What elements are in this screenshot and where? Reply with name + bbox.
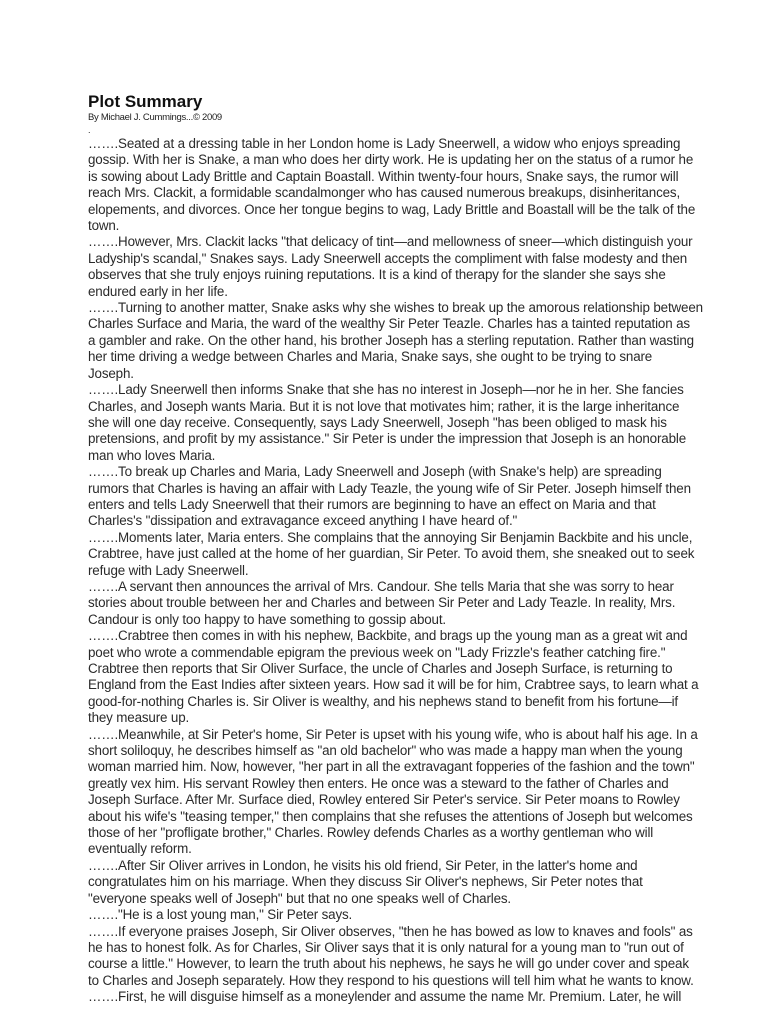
text-line: Joseph Surface. After Mr. Surface died, Rowley entered Sir Peter's service. Sir Peter moans to Rowley <box>88 792 680 808</box>
text-line: poet who wrote a commendable epigram the previous week on "Lady Frizzle's feather catching fire." <box>88 644 666 660</box>
page-title: Plot Summary <box>88 92 203 111</box>
text-line: is sowing about Lady Brittle and Captain Boastall. Within twenty-four hours, Snake says, the rumor will <box>88 168 679 184</box>
paragraph <box>88 300 703 382</box>
text-line: …….Meanwhile, at Sir Peter's home, Sir Peter is upset with his young wife, who is about half his age. In a <box>88 726 698 742</box>
text-line: endured early in her life. <box>88 283 228 299</box>
text-line: …….First, he will disguise himself as a moneylender and assume the name Mr. Premium. Later, he will <box>88 989 682 1005</box>
text-line: observes that she truly enjoys ruining reputations. It is a kind of therapy for the slander she says she <box>88 267 666 283</box>
text-line: reach Mrs. Clackit, a formidable scandalmonger who has caused numerous breakups, disinheritances, <box>88 185 681 201</box>
text-line: …….However, Mrs. Clackit lacks "that delicacy of tint—and mellowness of sneer—which distinguish your <box>88 234 693 250</box>
text-line: she will one day receive. Consequently, says Lady Sneerwell, Joseph "has been obliged to mask his <box>88 414 667 430</box>
text-line: …….Turning to another matter, Snake asks why she wishes to break up the amorous relationship between <box>88 300 703 316</box>
text-line: elopements, and divorces. Once her tongue begins to wag, Lady Brittle and Boastall will be the talk of the <box>88 201 696 217</box>
text-line: rumors that Charles is having an affair with Lady Teazle, the young wife of Sir Peter. Joseph himself then <box>88 480 691 496</box>
text-line: short soliloquy, he describes himself as "an old bachelor" who was made a happy man when the young <box>88 743 683 759</box>
text-line: Crabtree, have just called at the home of her guardian, Sir Peter. To avoid them, she sneaked out to seek <box>88 546 695 562</box>
plot-summary-body <box>88 136 703 1006</box>
paragraph <box>88 464 691 530</box>
text-line: Ladyship's scandal," Snakes says. Lady Sneerwell accepts the compliment with false modesty and then <box>88 250 688 266</box>
text-line: those of her "profligate brother," Charles. Rowley defends Charles as a worthy gentleman who will <box>88 825 654 841</box>
text-line: congratulates him on his marriage. When they discuss Sir Oliver's nephews, Sir Peter notes that <box>88 874 643 890</box>
text-line: woman married him. Now, however, "her part in all the extravagant fopperies of the fashion and the town" <box>88 759 695 775</box>
text-line: greatly vex him. His servant Rowley then enters. He once was a steward to the father of Charles and <box>88 775 669 791</box>
text-line: they measure up. <box>88 710 190 726</box>
text-line: refuge with Lady Sneerwell. <box>88 562 249 578</box>
text-line: "everyone speaks well of Joseph" but that no one speaks well of Charles. <box>88 890 511 906</box>
text-line: gossip. With her is Snake, a man who does her dirty work. He is updating her on the status of a rumor he <box>88 152 694 168</box>
text-line: pretensions, and profit by my assistance." Sir Peter is under the impression that Joseph is an honorable <box>88 431 687 447</box>
paragraph <box>88 923 694 990</box>
paragraph <box>88 726 698 858</box>
text-line: enters and tells Lady Sneerwell that their rumors are beginning to have an effect on Maria and that <box>88 496 656 512</box>
text-line: …….Lady Sneerwell then informs Snake that she has no interest in Joseph—nor he in her. She fancies <box>88 382 684 398</box>
text-line: course a little." However, to learn the truth about his nephews, he says he will go under cover and speak <box>88 956 689 972</box>
text-line: …….A servant then announces the arrival of Mrs. Candour. She tells Maria that she was sorry to hear <box>88 578 674 594</box>
text-line: eventually reform. <box>88 841 192 857</box>
text-line: he has to honest folk. As for Charles, Sir Oliver says that it is only natural for a young man to "run out of <box>88 939 684 955</box>
text-line: …….To break up Charles and Maria, Lady Sneerwell and Joseph (with Snake's help) are spreading <box>88 464 662 480</box>
text-line: ……."He is a lost young man," Sir Peter says. <box>88 907 353 923</box>
text-line: Joseph. <box>88 365 134 381</box>
text-line: Charles's "dissipation and extravagance exceed anything I have heard of." <box>88 513 518 529</box>
paragraph <box>88 136 696 234</box>
text-line: man who loves Maria. <box>88 447 216 463</box>
text-line: to Charles and Joseph separately. How they respond to his questions will tell him what he wants to know. <box>88 972 694 988</box>
text-line: …….After Sir Oliver arrives in London, he visits his old friend, Sir Peter, in the latter's home and <box>88 857 638 873</box>
text-line: her time driving a wedge between Charles and Maria, Snake says, she ought to be trying to snare <box>88 349 653 365</box>
text-line: Charles Surface and Maria, the ward of the wealthy Sir Peter Teazle. Charles has a tainted reputation as <box>88 316 690 332</box>
byline: By Michael J. Cummings...© 2009 <box>88 112 222 123</box>
text-line: …….Seated at a dressing table in her London home is Lady Sneerwell, a widow who enjoys spreading <box>88 136 681 151</box>
text-line: …….If everyone praises Joseph, Sir Oliver observes, "then he has bowed as low to knaves and fools" as <box>88 923 693 939</box>
paragraph <box>88 628 699 726</box>
paragraph <box>88 858 688 907</box>
document-page <box>88 92 703 1006</box>
paragraph <box>88 579 688 628</box>
text-line: a gambler and rake. On the other hand, his brother Joseph has a sterling reputation. Rather than wasting <box>88 332 694 348</box>
text-line: Crabtree then reports that Sir Oliver Surface, the uncle of Charles and Joseph Surface, is returning to <box>88 661 673 676</box>
text-line: …….Crabtree then comes in with his nephew, Backbite, and brags up the young man as a great wit and <box>88 628 688 644</box>
text-line: town. <box>88 218 120 234</box>
text-line: England from the East Indies after sixteen years. How sad it will be for him, Crabtree says, to learn what a <box>88 677 699 693</box>
text-line: Candour is only too happy to have something to gossip about. <box>88 611 446 627</box>
text-line: Charles, and Joseph wants Maria. But it is not love that motivates him; rather, it is the large inheritance <box>88 398 680 414</box>
text-line: …….Moments later, Maria enters. She complains that the annoying Sir Benjamin Backbite and his uncle, <box>88 529 693 545</box>
paragraph <box>88 529 695 579</box>
paragraph <box>88 382 688 464</box>
paragraph <box>88 234 693 300</box>
paragraph <box>88 989 688 1005</box>
text-line: stories about trouble between her and Charles and between Sir Peter and Lady Teazle. In reality, Mrs. <box>88 595 676 611</box>
text-line: about his wife's "teasing temper," then complains that she refuses the attentions of Joseph but welcomes <box>88 808 693 824</box>
paragraph <box>88 907 688 923</box>
text-line: good-for-nothing Charles is. Sir Oliver is wealthy, and his nephews stand to benefit from his fortune—if <box>88 693 678 709</box>
stray-dot: . <box>88 125 91 135</box>
